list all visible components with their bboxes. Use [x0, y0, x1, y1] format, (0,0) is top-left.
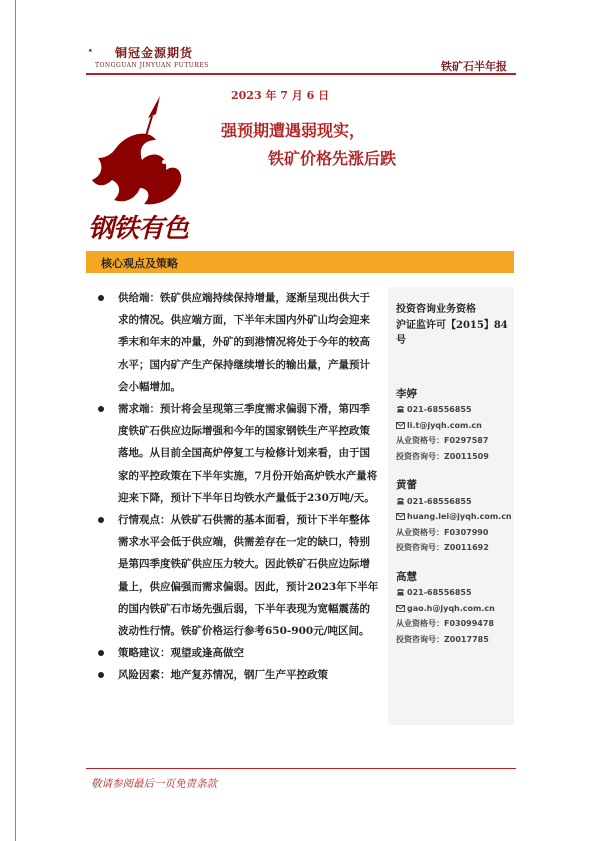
- analyst-invest-id: 投资咨询号：Z0017785: [396, 634, 489, 644]
- analyst-phone: 021-68556855: [396, 494, 510, 510]
- license-title: 投资咨询业务资格: [396, 304, 476, 315]
- footer-disclaimer: 敬请参阅最后一页免责条款: [91, 778, 217, 790]
- header-divider: [86, 73, 516, 75]
- analyst-email[interactable]: li.t@jyqh.com.cn: [396, 418, 510, 434]
- analyst-gao: [396, 570, 510, 648]
- bullet-icon: [98, 517, 104, 523]
- analyst-email[interactable]: huang.lei@jyqh.com.cn: [396, 509, 510, 525]
- analyst-phone: 021-68556855: [396, 585, 510, 601]
- email-icon: [396, 422, 405, 429]
- analyst-invest-id: 投资咨询号：Z0011509: [396, 451, 489, 461]
- phone-icon: [396, 498, 405, 505]
- left-margin-line: [15, 0, 16, 841]
- analyst-li: [396, 387, 510, 465]
- analyst-name: 高慧: [396, 570, 417, 583]
- point-strategy: 策略建议：观望或逢高做空: [98, 642, 380, 664]
- analyst-email[interactable]: gao.h@jyqh.com.cn: [396, 601, 510, 617]
- report-title-line1: 强预期遭遇弱现实，: [221, 121, 366, 140]
- footer-divider: [86, 768, 516, 769]
- analyst-qualification: 从业资格号：F0297587: [396, 436, 489, 445]
- report-title-line2: 铁矿价格先涨后跌: [268, 149, 397, 168]
- license-number: 沪证监许可【2015】84号: [396, 319, 508, 346]
- section-label: 核心观点及策略: [101, 257, 178, 270]
- report-date: 2023 年 7 月 6 日: [231, 89, 330, 102]
- bullet-icon: [98, 650, 104, 656]
- email-icon: [396, 513, 405, 520]
- core-points: [98, 287, 380, 687]
- analyst-qualification: 从业资格号：F0307990: [396, 527, 489, 537]
- phone-icon: [396, 406, 405, 413]
- calligraphy-title: 钢铁有色: [88, 214, 189, 244]
- logo-emblem-icon: [88, 40, 112, 62]
- point-outlook: 行情观点：从铁矿石供需的基本面看，预计下半年整体需求水平会低于供应端，供需差存在一定的缺口，特别是第四季度铁矿供应压力较大。因此铁矿石供应边际增量上，供应偏强而需求偏弱。因此，预计2023年下半年的国内铁矿石市场先强后弱，下半年表现为宽幅震荡的波动性行情。铁矿价格运行参考650-900元/吨区间。: [98, 509, 380, 642]
- company-name-cn: 铜冠金源期货: [115, 46, 194, 60]
- email-icon: [396, 605, 405, 612]
- point-demand: 需求端：预计将会呈现第三季度需求偏弱下滑，第四季度铁矿石供应边际增强和今年的国家钢铁生产平控政策落地。从目前全国高炉停复工与检修计划来看，由于国家的平控政策在下半年实施，7月份开始高炉铁水产量将迎来下降，预计下半年日均铁水产量低于230万吨/天。: [98, 398, 380, 509]
- analyst-qualification: 从业资格号：F03099478: [396, 619, 494, 628]
- company-name-en: TONGGUAN JINYUAN FUTURES: [95, 62, 209, 69]
- report-type: 铁矿石半年报: [441, 60, 507, 73]
- analyst-phone: 021-68556855: [396, 402, 510, 418]
- bullet-icon: [98, 672, 104, 678]
- point-supply: 供给端：铁矿供应端持续保持增量，逐渐呈现出供大于求的情况。供应端方面，下半年末国内外矿山均会迎来季末和年末的冲量，外矿的到港情况将处于今年的较高水平；国内矿产生产保持继续增长的输出量，产量预计会小幅增加。: [98, 287, 380, 398]
- analyst-invest-id: 投资咨询号：Z0011692: [396, 543, 489, 552]
- sidebar-content: [396, 302, 510, 647]
- bullet-icon: [98, 406, 104, 412]
- analyst-huang: [396, 478, 510, 556]
- point-risk: 风险因素：地产复苏情况，钢厂生产平控政策: [98, 664, 380, 686]
- analyst-name: 黄蕾: [396, 479, 417, 491]
- analyst-name: 李婷: [396, 387, 417, 400]
- phone-icon: [396, 589, 405, 596]
- bullet-icon: [98, 295, 104, 301]
